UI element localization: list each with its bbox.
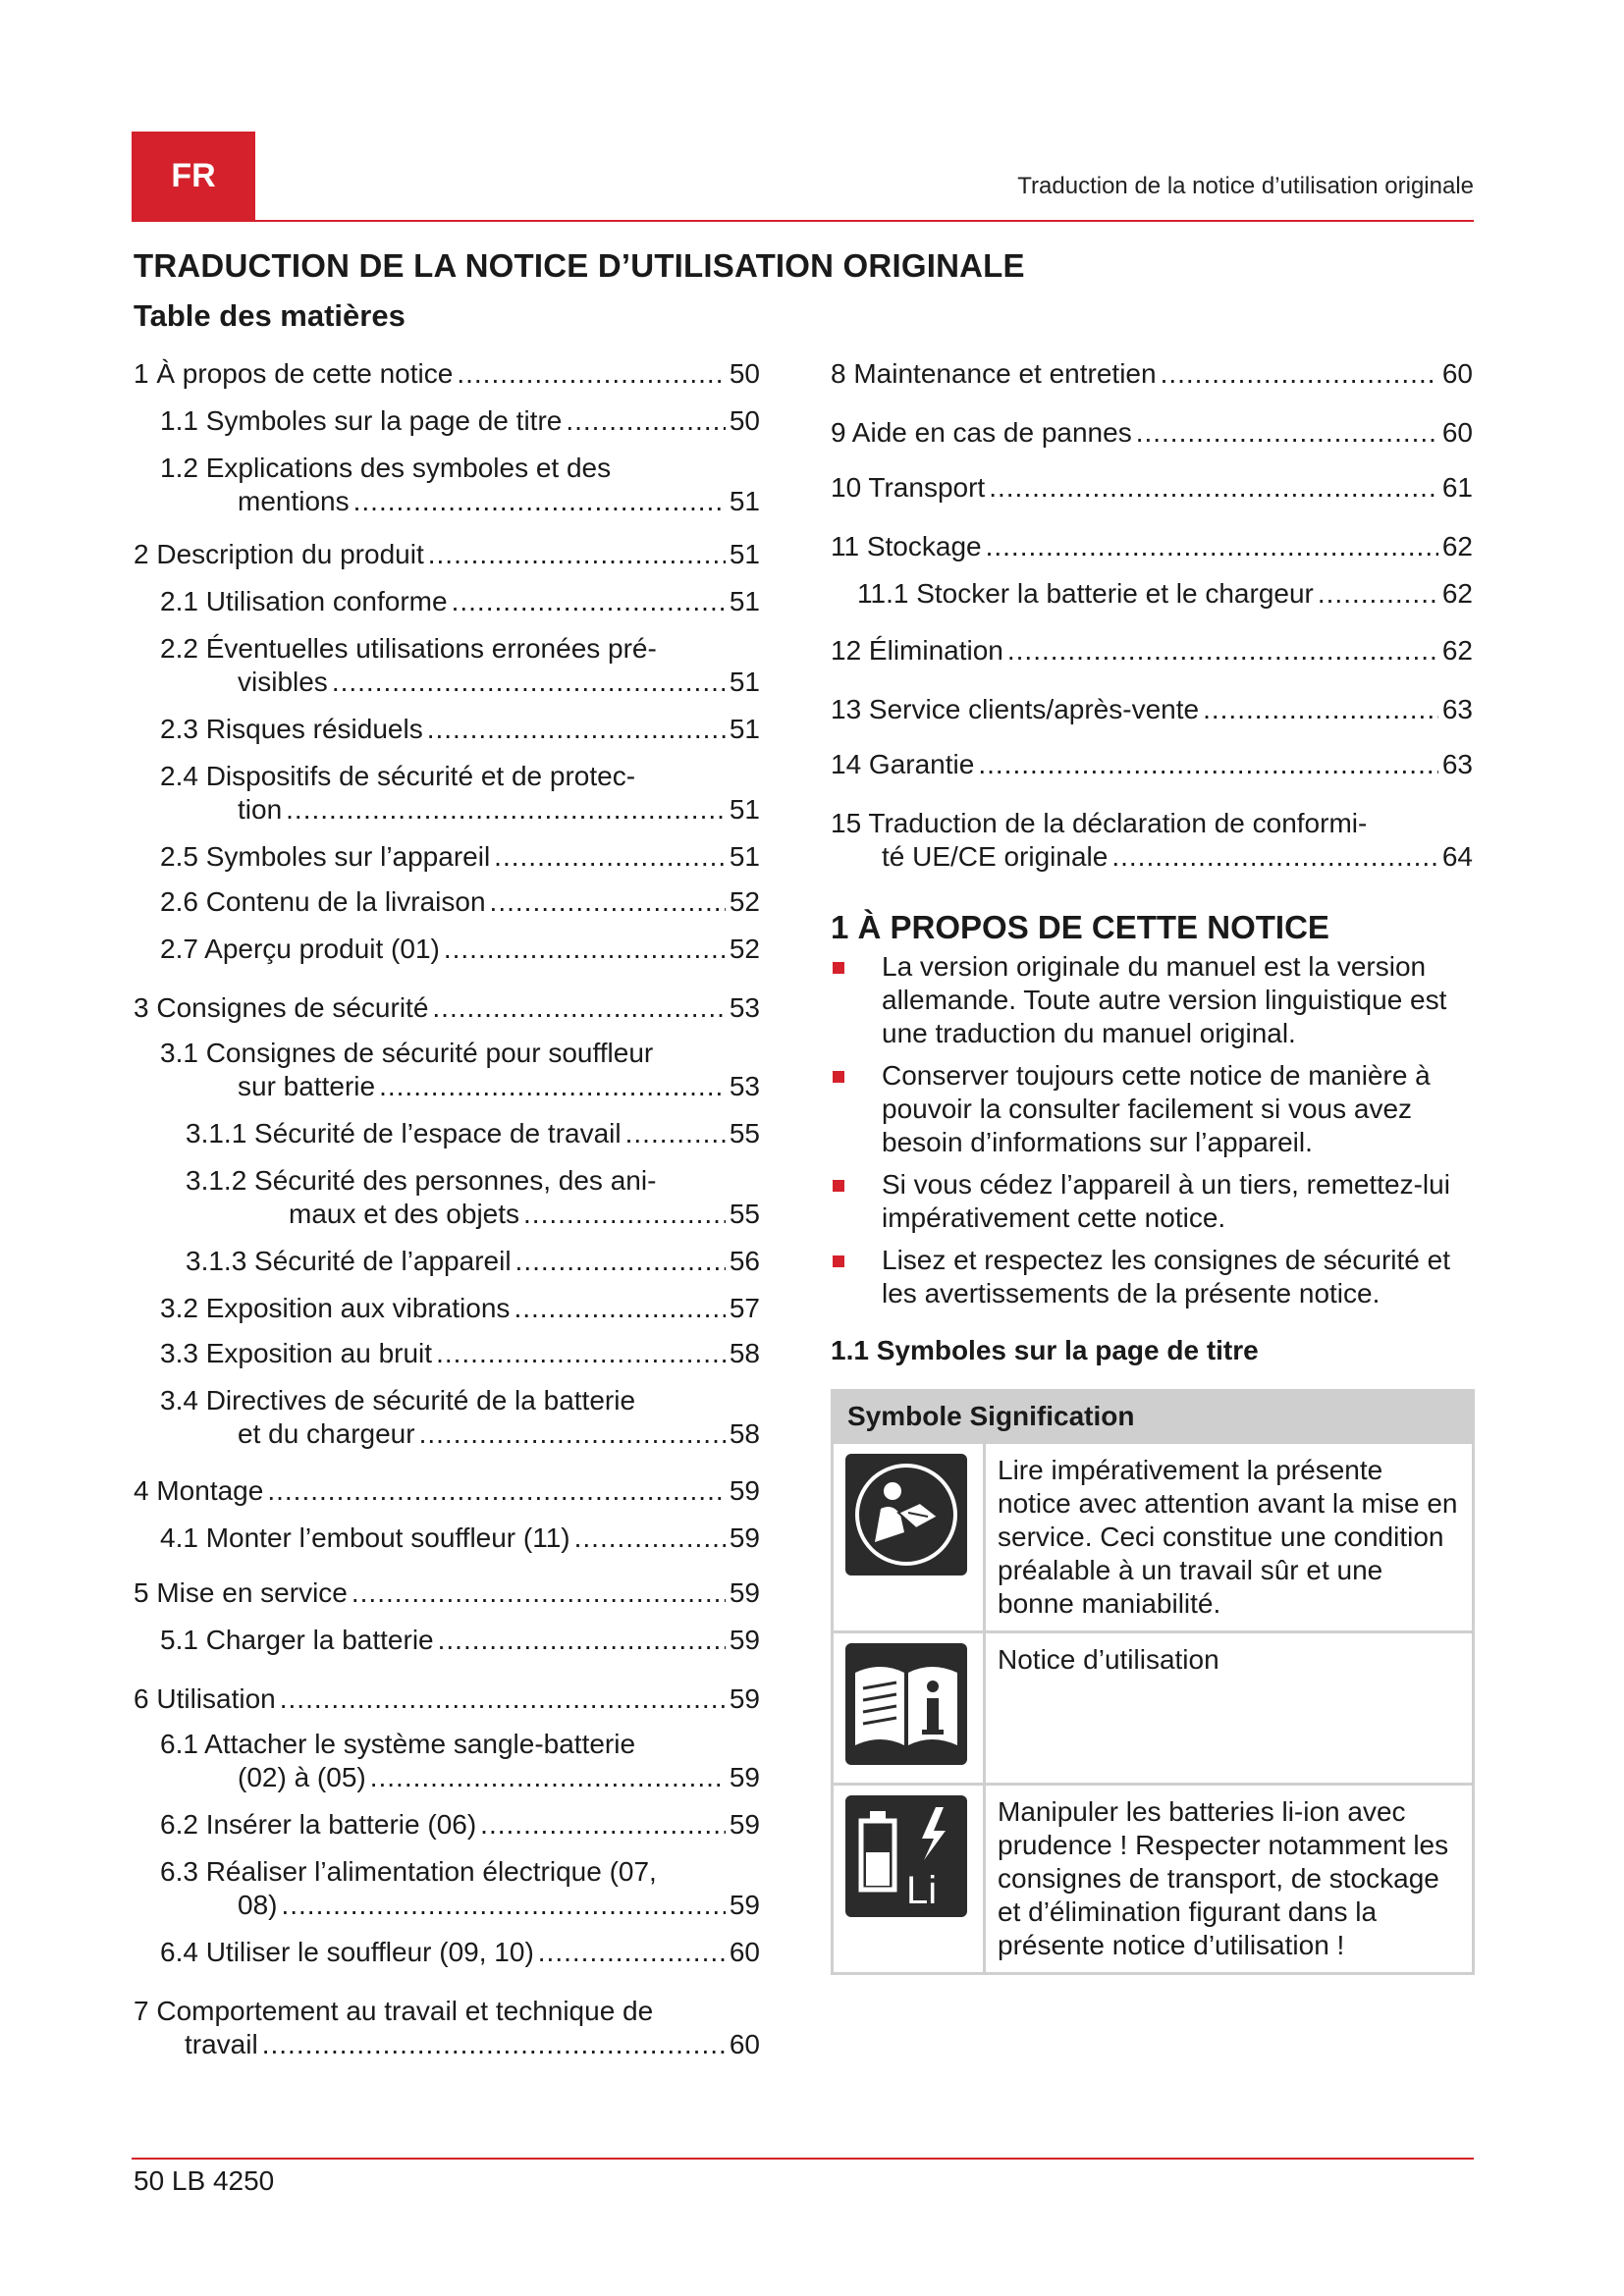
toc-leader (332, 666, 726, 699)
toc-page-number: 58 (729, 1418, 760, 1449)
toc-entry-label: 2.4 Dispositifs de sécurité et de protec- (160, 761, 636, 791)
table-row (833, 1785, 1474, 1974)
manual-info-icon (845, 1643, 967, 1765)
toc-page-number: 59 (729, 1890, 760, 1920)
bullet-square-icon (833, 1071, 844, 1083)
toc-entry[interactable] (134, 885, 760, 919)
toc-entry[interactable] (134, 1292, 760, 1325)
toc-entry[interactable] (134, 991, 760, 1025)
toc-page-number: 51 (729, 539, 760, 569)
toc-entry-label: 2.7 Aperçu produit (01) (160, 934, 440, 964)
toc-page-number: 59 (729, 1475, 760, 1506)
toc-heading: Table des matières (134, 298, 406, 333)
table-header-row (833, 1391, 1474, 1443)
toc-leader (978, 748, 1438, 781)
toc-entry-label: 11.1 Stocker la batterie et le chargeur (857, 578, 1314, 609)
toc-entry-label: 7 Comportement au travail et technique de (134, 1996, 654, 2026)
toc-leader (515, 1245, 726, 1278)
toc-page-number: 51 (729, 841, 760, 872)
toc-leader (566, 404, 726, 438)
list-item: La version originale du manuel est la version allemande. Toute autre version linguistique est une traduction du manuel original. (831, 950, 1479, 1050)
toc-page-number: 50 (729, 405, 760, 436)
toc-entry[interactable] (134, 1037, 760, 1103)
toc-entry[interactable] (134, 404, 760, 438)
toc-page-number: 63 (1441, 694, 1473, 724)
toc-entry-label: 3.3 Exposition au bruit (160, 1338, 433, 1368)
toc-entry[interactable] (831, 634, 1473, 667)
toc-leader (490, 885, 726, 919)
toc-entry-label: 1 À propos de cette notice (134, 358, 454, 389)
toc-entry[interactable] (134, 1245, 760, 1278)
toc-entry[interactable] (134, 1855, 760, 1922)
read-manual-icon (845, 1454, 967, 1575)
toc-entry-label: 2.1 Utilisation conforme (160, 586, 448, 616)
subsection-1-1-title: 1.1 Symboles sur la page de titre (831, 1335, 1259, 1365)
toc-page-number: 51 (729, 714, 760, 744)
toc-entry[interactable] (831, 471, 1473, 505)
toc-entry[interactable] (134, 1522, 760, 1555)
toc-page-number: 53 (729, 1071, 760, 1101)
toc-entry[interactable] (134, 933, 760, 966)
toc-page-number: 59 (729, 1577, 760, 1608)
toc-page-number: 51 (729, 486, 760, 516)
toc-entry-label: 3.1.3 Sécurité de l’appareil (186, 1246, 512, 1276)
toc-entry-continuation: mentions (238, 486, 350, 516)
li-ion-battery-icon (845, 1795, 967, 1917)
list-item: Lisez et respectez les consignes de sécurité et les avertissements de la présente notice. (831, 1244, 1479, 1310)
toc-leader (514, 1292, 725, 1325)
table-header: Symbole Signification (833, 1391, 1474, 1443)
toc-entry-label: 2.2 Éventuelles utilisations erronées pré- (160, 633, 657, 664)
toc-leader (538, 1936, 726, 1969)
toc-leader (625, 1117, 726, 1150)
toc-page-number: 63 (1441, 749, 1473, 779)
section-1-bullets (831, 950, 1479, 1319)
toc-leader (1161, 357, 1438, 391)
list-item: Si vous cédez l’appareil à un tiers, remettez-lui impérativement cette notice. (831, 1168, 1479, 1235)
toc-entry[interactable] (831, 693, 1473, 726)
toc-entry-label: 6.2 Insérer la batterie (06) (160, 1809, 477, 1840)
toc-leader (480, 1808, 726, 1842)
bullet-square-icon (833, 1255, 844, 1267)
toc-leader (286, 793, 726, 827)
toc-entry[interactable] (134, 1117, 760, 1150)
toc-page-number: 55 (729, 1118, 760, 1148)
symbol-meaning: Notice d’utilisation (985, 1632, 1474, 1785)
toc-entry-continuation: 08) (238, 1890, 278, 1920)
toc-entry[interactable] (134, 1728, 760, 1794)
document-title: TRADUCTION DE LA NOTICE D’UTILISATION ORIGINALE (134, 247, 1025, 284)
toc-page-number: 57 (729, 1293, 760, 1323)
toc-entry-label: 3.2 Exposition aux vibrations (160, 1293, 511, 1323)
toc-entry-label: 9 Aide en cas de pannes (831, 417, 1132, 448)
header-divider (132, 220, 1474, 222)
toc-leader (428, 538, 726, 571)
footer-divider (132, 2158, 1474, 2160)
toc-entry[interactable] (134, 1936, 760, 1969)
toc-page-number: 60 (1441, 358, 1473, 389)
toc-entry-label: 13 Service clients/après-vente (831, 694, 1200, 724)
toc-leader (444, 933, 726, 966)
toc-entry-continuation: sur batterie (238, 1071, 376, 1101)
toc-entry-label: 5 Mise en service (134, 1577, 348, 1608)
toc-page-number: 51 (729, 667, 760, 697)
toc-leader (267, 1474, 726, 1508)
toc-entry[interactable] (831, 577, 1473, 611)
symbol-meaning: Lire impérativement la présente notice avec attention avant la mise en service. Ceci constitue une condition préalable à un travail sûr et une bonne maniabilité. (985, 1443, 1474, 1632)
toc-page-number: 51 (729, 586, 760, 616)
toc-leader (370, 1761, 726, 1794)
toc-entry-label: 15 Traduction de la déclaration de conformi- (831, 808, 1368, 838)
toc-leader (427, 713, 726, 746)
toc-entry-label: 6.3 Réaliser l’alimentation électrique (07, (160, 1856, 657, 1887)
toc-leader (432, 991, 725, 1025)
toc-leader (438, 1624, 726, 1657)
toc-page-number: 59 (729, 1762, 760, 1792)
toc-leader (281, 1889, 725, 1922)
toc-entry[interactable] (134, 1995, 760, 2061)
toc-entry-label: 1.2 Explications des symboles et des (160, 453, 612, 483)
toc-entry[interactable] (134, 585, 760, 618)
toc-page-number: 64 (1441, 841, 1473, 872)
toc-entry-continuation: tion (238, 794, 283, 825)
toc-entry[interactable] (134, 1384, 760, 1451)
toc-page-number: 55 (729, 1199, 760, 1229)
toc-page-number: 60 (1441, 417, 1473, 448)
table-row (833, 1443, 1474, 1632)
toc-entry-label: 5.1 Charger la batterie (160, 1625, 434, 1655)
toc-entry[interactable] (134, 1808, 760, 1842)
toc-entry-label: 6.4 Utiliser le souffleur (09, 10) (160, 1937, 534, 1967)
language-badge: FR (132, 132, 255, 220)
toc-page-number: 58 (729, 1338, 760, 1368)
toc-page-number: 60 (729, 1937, 760, 1967)
toc-page-number: 52 (729, 934, 760, 964)
toc-entry[interactable] (134, 1576, 760, 1610)
toc-page-number: 59 (729, 1683, 760, 1714)
toc-leader (1111, 840, 1438, 874)
toc-entry[interactable] (134, 1474, 760, 1508)
toc-entry[interactable] (134, 1682, 760, 1716)
toc-leader (494, 840, 726, 874)
toc-entry[interactable] (134, 1164, 760, 1231)
toc-leader (1007, 634, 1438, 667)
toc-leader (523, 1198, 726, 1231)
toc-entry-label: 6.1 Attacher le système sangle-batterie (160, 1729, 636, 1759)
toc-entry[interactable] (134, 452, 760, 518)
toc-entry-continuation: maux et des objets (289, 1199, 520, 1229)
toc-entry-label: 3.1.1 Sécurité de l’espace de travail (186, 1118, 622, 1148)
toc-leader (457, 357, 726, 391)
toc-leader (352, 1576, 726, 1610)
toc-entry[interactable] (831, 530, 1473, 563)
toc-leader (986, 530, 1438, 563)
toc-leader (989, 471, 1438, 505)
bullet-square-icon (833, 962, 844, 974)
toc-leader (452, 585, 726, 618)
table-row (833, 1632, 1474, 1785)
toc-entry[interactable] (134, 632, 760, 699)
toc-leader (262, 2028, 726, 2061)
toc-page-number: 51 (729, 794, 760, 825)
section-1-title: 1 À PROPOS DE CETTE NOTICE (831, 909, 1329, 945)
toc-entry-label: 4.1 Monter l’embout souffleur (11) (160, 1522, 570, 1553)
toc-entry-continuation: visibles (238, 667, 328, 697)
header-title: Traduction de la notice d’utilisation originale (1017, 173, 1474, 199)
toc-page-number: 56 (729, 1246, 760, 1276)
toc-entry[interactable] (831, 357, 1473, 391)
toc-page-number: 60 (729, 2029, 760, 2059)
toc-entry-label: 2 Description du produit (134, 539, 424, 569)
toc-leader (280, 1682, 726, 1716)
toc-entry-label: 11 Stockage (831, 531, 982, 561)
toc-entry-continuation: té UE/CE originale (882, 841, 1109, 872)
toc-entry-label: 3 Consignes de sécurité (134, 992, 429, 1023)
toc-page-number: 50 (729, 358, 760, 389)
bullet-square-icon (833, 1180, 844, 1192)
toc-leader (436, 1337, 726, 1370)
toc-entry-label: 2.3 Risques résiduels (160, 714, 423, 744)
toc-leader (379, 1070, 726, 1103)
toc-page-number: 62 (1441, 635, 1473, 666)
toc-page-number: 62 (1441, 578, 1473, 609)
toc-leader (1203, 693, 1438, 726)
toc-leader (353, 485, 726, 518)
toc-entry-label: 3.1 Consignes de sécurité pour souffleur (160, 1038, 654, 1068)
list-item: Conserver toujours cette notice de manière à pouvoir la consulter facilement si vous avez besoin d’informations sur l’appareil. (831, 1059, 1479, 1159)
toc-entry-label: 10 Transport (831, 472, 986, 503)
toc-entry-label: 3.4 Directives de sécurité de la batterie (160, 1385, 636, 1415)
toc-entry[interactable] (134, 713, 760, 746)
toc-leader (419, 1417, 726, 1451)
toc-entry-label: 1.1 Symboles sur la page de titre (160, 405, 563, 436)
page-footer: 50 LB 4250 (134, 2165, 275, 2196)
toc-entry[interactable] (831, 416, 1473, 450)
svg-text:Li: Li (906, 1869, 938, 1912)
toc-entry-label: 2.6 Contenu de la livraison (160, 886, 486, 917)
toc-entry-label: 2.5 Symboles sur l’appareil (160, 841, 491, 872)
toc-page-number: 61 (1441, 472, 1473, 503)
toc-entry[interactable] (134, 357, 760, 391)
toc-leader (574, 1522, 726, 1555)
toc-entry[interactable] (134, 760, 760, 827)
toc-page-number: 59 (729, 1809, 760, 1840)
toc-entry[interactable] (134, 1624, 760, 1657)
toc-entry[interactable] (831, 748, 1473, 781)
symbol-meaning: Manipuler les batteries li-ion avec prudence ! Respecter notamment les consignes de transport, de stockage et d’élimination figurant dans la présente notice d’utilisation ! (985, 1785, 1474, 1974)
toc-entry[interactable] (134, 1337, 760, 1370)
toc-entry-label: 12 Élimination (831, 635, 1003, 666)
toc-entry-continuation: travail (185, 2029, 258, 2059)
toc-page-number: 62 (1441, 531, 1473, 561)
toc-leader (1318, 577, 1438, 611)
toc-entry[interactable] (134, 840, 760, 874)
toc-entry-label: 4 Montage (134, 1475, 264, 1506)
toc-entry-continuation: (02) à (05) (238, 1762, 366, 1792)
toc-page-number: 59 (729, 1625, 760, 1655)
toc-leader (1136, 416, 1438, 450)
toc-page-number: 59 (729, 1522, 760, 1553)
symbols-table (831, 1389, 1475, 1975)
toc-entry[interactable] (134, 538, 760, 571)
toc-entry-continuation: et du chargeur (238, 1418, 415, 1449)
toc-entry-label: 14 Garantie (831, 749, 975, 779)
toc-entry[interactable] (831, 807, 1473, 874)
toc-page-number: 52 (729, 886, 760, 917)
toc-page-number: 53 (729, 992, 760, 1023)
toc-entry-label: 3.1.2 Sécurité des personnes, des ani- (186, 1165, 657, 1196)
toc-entry-label: 8 Maintenance et entretien (831, 358, 1157, 389)
toc-entry-label: 6 Utilisation (134, 1683, 276, 1714)
